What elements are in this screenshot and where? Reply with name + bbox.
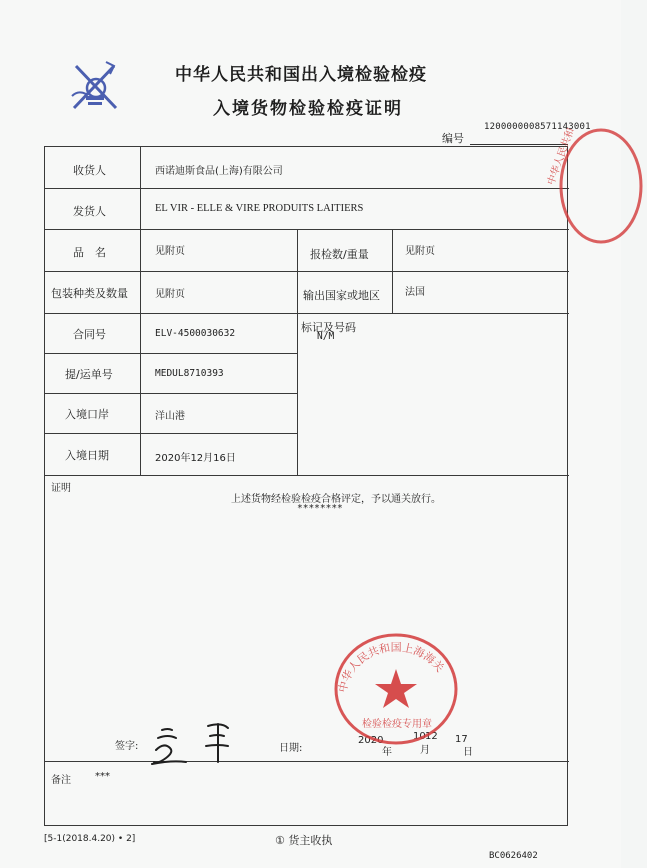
certification-label: 证明 bbox=[51, 483, 71, 494]
consignor-value: EL VIR - ELLE & VIRE PRODUITS LAITIERS bbox=[155, 203, 364, 214]
bill-of-lading-label: 提/运单号 bbox=[65, 368, 113, 381]
handwritten-signature bbox=[148, 720, 248, 770]
certificate-table bbox=[44, 146, 568, 826]
packing-label: 包装种类及数量 bbox=[51, 287, 128, 300]
certification-stars: ******** bbox=[297, 503, 343, 514]
sign-date-month: 12 bbox=[425, 731, 438, 742]
inspection-seal-stamp bbox=[332, 631, 462, 749]
sign-date-month-suffix: 月 bbox=[420, 745, 430, 756]
bill-of-lading-value: MEDUL8710393 bbox=[155, 368, 224, 379]
stamp-bottom-text: 检验检疫专用章 bbox=[362, 719, 432, 730]
consignor-label: 发货人 bbox=[73, 205, 106, 218]
form-code: [5-1(2018.4.20) • 2] bbox=[44, 834, 136, 844]
stamp-top-text: 中华人民共和国上海海关 bbox=[336, 640, 447, 694]
marks-label: 标记及号码 bbox=[301, 321, 356, 334]
consignee-label: 收货人 bbox=[73, 164, 106, 177]
sign-date-day-suffix: 日 bbox=[463, 747, 473, 758]
partial-seal-stamp bbox=[545, 125, 647, 247]
remarks-value: *** bbox=[95, 771, 110, 782]
origin-country-value: 法国 bbox=[405, 287, 425, 298]
customs-emblem-icon bbox=[66, 56, 124, 118]
contract-value: ELV-4500030632 bbox=[155, 328, 236, 339]
packing-value: 见附页 bbox=[155, 289, 185, 300]
consignee-value: 西诺迪斯食品(上海)有限公司 bbox=[155, 166, 283, 177]
quantity-value: 见附页 bbox=[405, 246, 435, 257]
copy-designation: ① 货主收执 bbox=[275, 834, 333, 847]
serial-number: BC0626402 bbox=[489, 851, 538, 861]
entry-port-label: 入境口岸 bbox=[65, 408, 109, 421]
cert-number: 120000000857114300​1 bbox=[484, 122, 591, 132]
remarks-label: 备注 bbox=[51, 775, 71, 786]
cert-number-underline bbox=[470, 144, 568, 145]
sign-date-year-suffix: 年 bbox=[382, 747, 392, 758]
marks-value: N/M bbox=[317, 331, 335, 342]
sign-date-year: 2020 bbox=[358, 735, 384, 746]
quantity-label: 报检数/重量 bbox=[310, 248, 369, 261]
goods-name-value: 见附页 bbox=[155, 246, 185, 257]
origin-country-label: 输出国家或地区 bbox=[303, 289, 380, 302]
document-title: 中华人民共和国出入境检验检疫 bbox=[175, 65, 427, 85]
entry-date-label: 入境日期 bbox=[65, 449, 109, 462]
certification-text: 上述货物经检验检疫合格评定，予以通关放行。 bbox=[231, 494, 441, 505]
sign-date-day: 17 bbox=[455, 734, 468, 745]
contract-label: 合同号 bbox=[73, 328, 106, 341]
partial-stamp-text: 中华人民共和 bbox=[545, 126, 577, 187]
entry-date-value: 2020年12月16日 bbox=[155, 453, 236, 464]
sign-date-month-prefix: 10 bbox=[413, 731, 426, 742]
sign-date-label: 日期: bbox=[279, 743, 303, 754]
signature-label: 签字: bbox=[115, 741, 139, 752]
cert-number-label: 编号 bbox=[442, 132, 464, 145]
goods-name-label: 品 名 bbox=[73, 246, 106, 259]
entry-port-value: 洋山港 bbox=[155, 411, 185, 422]
document-subtitle: 入境货物检验检疫证明 bbox=[213, 99, 403, 119]
